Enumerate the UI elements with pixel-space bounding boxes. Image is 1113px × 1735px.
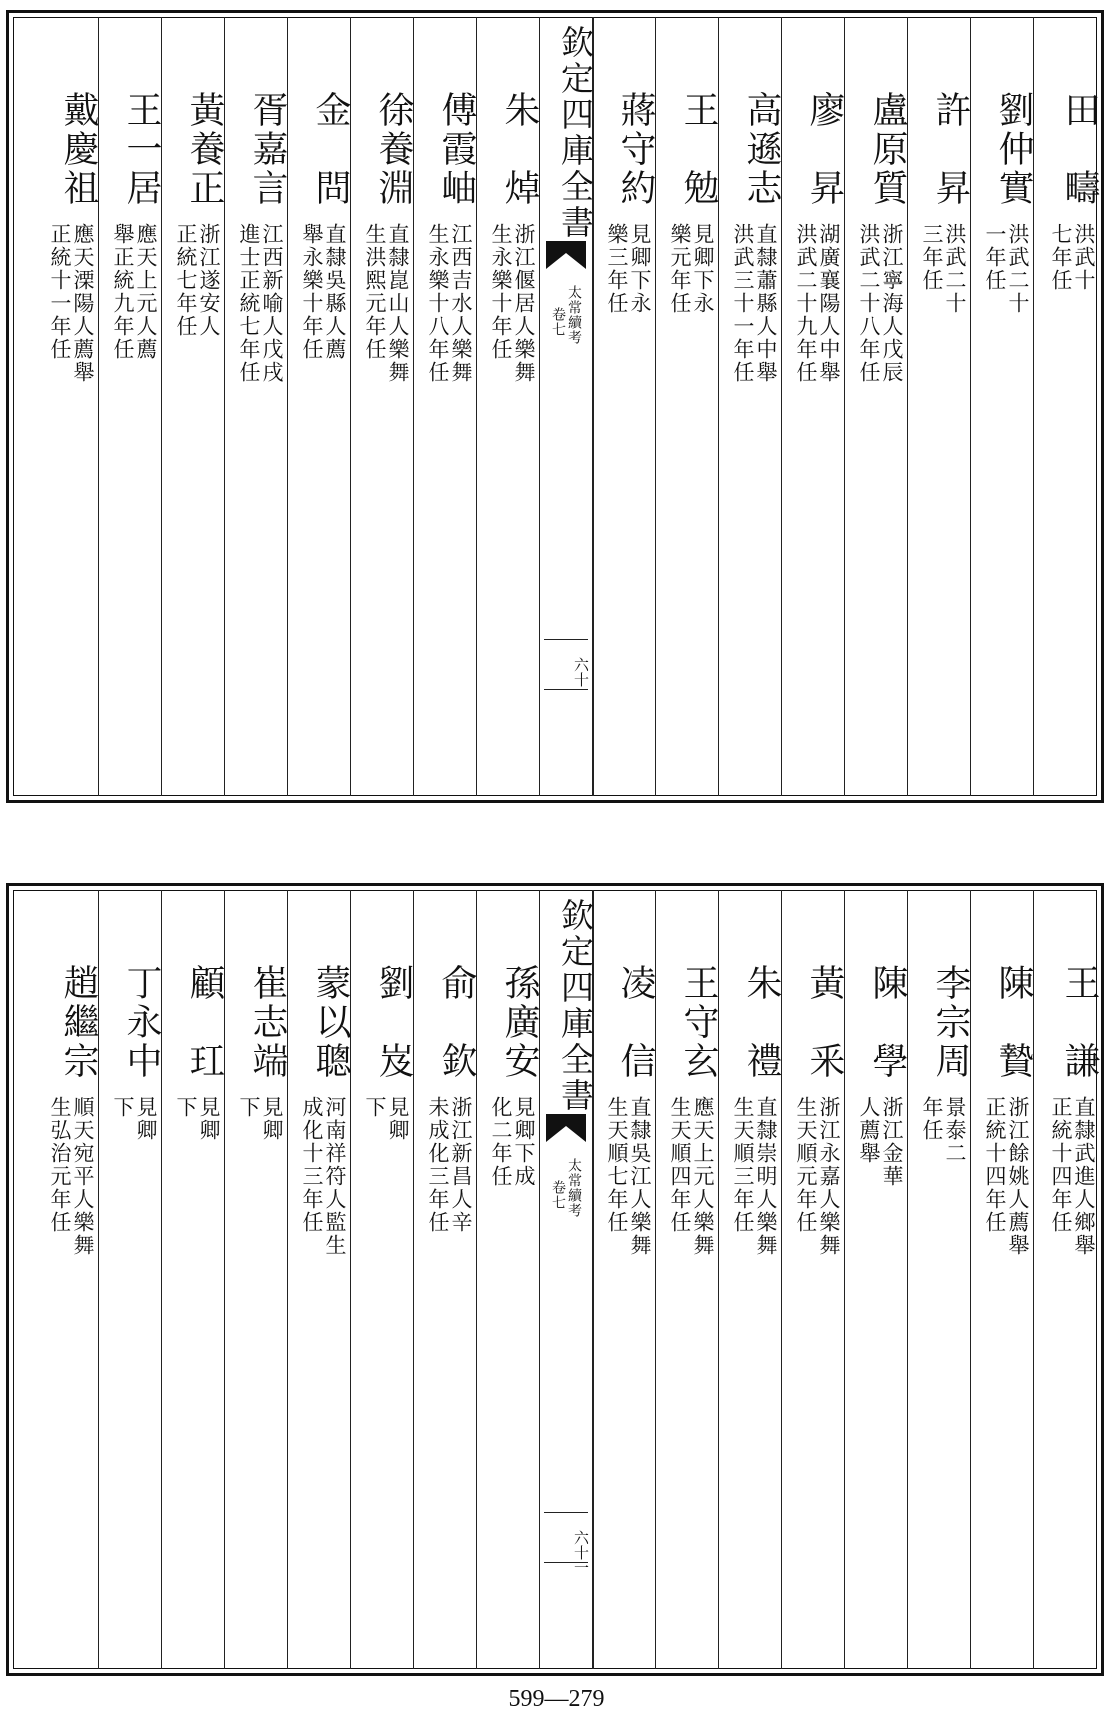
entry-notes	[732, 223, 777, 384]
entry-notes	[364, 223, 409, 384]
note-line: 直隸崇明人樂舞	[754, 1096, 778, 1257]
note-line: 三年任	[919, 223, 944, 292]
entry-column	[970, 17, 1033, 796]
entry-notes	[1050, 1096, 1095, 1257]
person-name: 王守玄	[678, 964, 719, 1081]
entry-column	[907, 17, 970, 796]
note-line: 下	[236, 1096, 261, 1119]
entry-column	[907, 890, 970, 1669]
note-line: 正統十四年任	[982, 1096, 1007, 1234]
entry-notes	[921, 1096, 966, 1165]
note-line: 未成化三年任	[425, 1096, 450, 1234]
note-line: 直隸蕭縣人中舉	[754, 223, 778, 384]
entry-notes	[175, 223, 220, 338]
person-name: 盧原質	[867, 91, 908, 208]
note-line: 見卿下永	[691, 223, 715, 315]
person-name: 朱 焯	[499, 91, 540, 208]
entry-notes	[301, 223, 346, 361]
person-name: 廖 昇	[804, 91, 845, 208]
note-line: 見卿	[386, 1096, 410, 1142]
note-line: 年任	[919, 1096, 944, 1142]
entry-column	[287, 890, 350, 1669]
note-line: 正統七年任	[173, 223, 198, 338]
entry-notes	[238, 1096, 283, 1142]
note-line: 河南祥符人監生	[323, 1096, 347, 1257]
person-name: 王 謙	[1059, 964, 1100, 1081]
note-line: 樂元年任	[667, 223, 692, 315]
entry-notes	[669, 223, 714, 315]
person-name: 田 疇	[1059, 91, 1100, 208]
note-line: 順天宛平人樂舞	[71, 1096, 95, 1257]
person-name: 崔志端	[247, 964, 288, 1081]
note-line: 下	[173, 1096, 198, 1119]
note-line: 下	[110, 1096, 135, 1119]
entry-column	[17, 17, 98, 796]
entry-column	[1033, 17, 1099, 796]
person-name: 李宗周	[930, 964, 971, 1081]
person-name: 王一居	[121, 91, 162, 208]
person-name: 許 昇	[930, 91, 971, 208]
entry-notes	[175, 1096, 220, 1142]
note-line: 一年任	[982, 223, 1007, 292]
note-line: 生弘治元年任	[47, 1096, 72, 1234]
note-line: 江西新喻人戊戌	[260, 223, 284, 384]
entry-column	[781, 890, 844, 1669]
note-line: 進士正統七年任	[236, 223, 261, 384]
note-line: 樂三年任	[604, 223, 629, 315]
note-line: 化二年任	[488, 1096, 513, 1188]
entry-column	[844, 17, 907, 796]
person-name: 陳 學	[867, 964, 908, 1081]
person-name: 王 勉	[678, 91, 719, 208]
entry-notes	[301, 1096, 346, 1257]
note-line: 見卿下永	[628, 223, 652, 315]
person-name: 黃養正	[184, 91, 225, 208]
person-name: 孫廣安	[499, 964, 540, 1081]
note-line: 應天溧陽人薦舉	[71, 223, 95, 384]
entry-notes	[238, 223, 283, 384]
divider	[544, 1562, 588, 1563]
entry-column	[781, 17, 844, 796]
entry-column	[413, 17, 476, 796]
page-top	[6, 10, 1104, 803]
note-line: 直隸武進人鄉舉	[1072, 1096, 1096, 1257]
note-line: 江西吉水人樂舞	[449, 223, 473, 384]
note-line: 見卿	[134, 1096, 158, 1142]
person-name: 丁永中	[121, 964, 162, 1081]
note-line: 浙江金華	[880, 1096, 904, 1188]
person-name: 胥嘉言	[247, 91, 288, 208]
entry-column	[224, 17, 287, 796]
divider	[544, 689, 588, 690]
entry-column	[224, 890, 287, 1669]
note-line: 生永樂十年任	[488, 223, 513, 361]
note-line: 洪武二十	[1006, 223, 1030, 315]
note-line: 生天順元年任	[793, 1096, 818, 1234]
note-line: 成化十三年任	[299, 1096, 324, 1234]
center-strip	[539, 890, 593, 1669]
note-line: 生天順三年任	[730, 1096, 755, 1234]
note-line: 浙江新昌人辛	[449, 1096, 473, 1234]
divider	[544, 639, 588, 640]
folio-number: 六十	[572, 657, 590, 687]
note-line: 舉正統九年任	[110, 223, 135, 361]
person-name: 俞 欽	[436, 964, 477, 1081]
entry-notes	[921, 223, 966, 315]
juan-label: 卷七	[550, 307, 566, 337]
note-line: 浙江偃居人樂舞	[512, 223, 536, 384]
person-name: 顧 玒	[184, 964, 225, 1081]
note-line: 直隸吳江人樂舞	[628, 1096, 652, 1257]
note-line: 舉永樂十年任	[299, 223, 324, 361]
book-title: 欽定四庫全書	[556, 25, 595, 241]
center-strip	[539, 17, 593, 796]
person-name: 劉仲實	[993, 91, 1034, 208]
person-name: 劉 岌	[373, 964, 414, 1081]
entry-column	[718, 890, 781, 1669]
book-subtitle: 太常續考	[566, 1158, 582, 1218]
entry-column	[476, 890, 539, 1669]
entry-notes	[984, 1096, 1029, 1257]
person-name: 高遜志	[741, 91, 782, 208]
note-line: 見卿下成	[512, 1096, 536, 1188]
note-line: 下	[362, 1096, 387, 1119]
entry-column	[844, 890, 907, 1669]
entry-column	[970, 890, 1033, 1669]
note-line: 見卿	[260, 1096, 284, 1142]
entry-notes	[364, 1096, 409, 1142]
note-line: 洪武二十	[943, 223, 967, 315]
entry-column	[593, 17, 655, 796]
note-line: 洪武三十一年任	[730, 223, 755, 384]
note-line: 七年任	[1048, 223, 1073, 292]
fishtail-mark	[546, 1114, 586, 1142]
note-line: 洪武二十八年任	[856, 223, 881, 384]
entry-notes	[112, 1096, 157, 1142]
person-name: 黃 釆	[804, 964, 845, 1081]
entry-column	[593, 890, 655, 1669]
entry-column	[287, 17, 350, 796]
person-name: 徐養淵	[373, 91, 414, 208]
note-line: 湖廣襄陽人中舉	[817, 223, 841, 384]
entry-column	[350, 890, 413, 1669]
entry-column	[350, 17, 413, 796]
entry-notes	[669, 1096, 714, 1257]
note-line: 正統十四年任	[1048, 1096, 1073, 1234]
entry-column	[1033, 890, 1099, 1669]
entry-column	[476, 17, 539, 796]
note-line: 洪武二十九年任	[793, 223, 818, 384]
note-line: 人薦舉	[856, 1096, 881, 1165]
entry-column	[413, 890, 476, 1669]
note-line: 正統十一年任	[47, 223, 72, 361]
note-line: 應天上元人薦	[134, 223, 158, 361]
entry-notes	[427, 1096, 472, 1234]
note-line: 直隸崑山人樂舞	[386, 223, 410, 384]
entry-column	[98, 890, 161, 1669]
note-line: 生洪熙元年任	[362, 223, 387, 361]
note-line: 生天順七年任	[604, 1096, 629, 1234]
entry-notes	[490, 223, 535, 384]
entry-column	[17, 890, 98, 1669]
entry-notes	[427, 223, 472, 384]
note-line: 浙江遂安人	[197, 223, 221, 338]
entry-notes	[795, 1096, 840, 1257]
person-name: 趙繼宗	[58, 964, 99, 1081]
person-name: 凌 信	[615, 964, 656, 1081]
book-subtitle: 太常續考	[566, 285, 582, 345]
person-name: 蒙以聰	[310, 964, 351, 1081]
fishtail-mark	[546, 241, 586, 269]
folio-number: 六十一	[572, 1530, 590, 1575]
note-line: 景泰二	[943, 1096, 967, 1165]
note-line: 浙江永嘉人樂舞	[817, 1096, 841, 1257]
entry-notes	[49, 223, 94, 384]
person-name: 傅霞岫	[436, 91, 477, 208]
person-name: 陳 贄	[993, 964, 1034, 1081]
entry-column	[161, 17, 224, 796]
entry-notes	[606, 1096, 651, 1257]
note-line: 見卿	[197, 1096, 221, 1142]
entry-notes	[732, 1096, 777, 1257]
person-name: 蔣守約	[615, 91, 656, 208]
entry-notes	[490, 1096, 535, 1188]
person-name: 金 問	[310, 91, 351, 208]
note-line: 生永樂十八年任	[425, 223, 450, 384]
entry-column	[718, 17, 781, 796]
entry-notes	[858, 1096, 903, 1188]
entry-column	[655, 17, 718, 796]
entry-column	[98, 17, 161, 796]
note-line: 浙江餘姚人薦舉	[1006, 1096, 1030, 1257]
entry-notes	[984, 223, 1029, 315]
book-title: 欽定四庫全書	[556, 898, 595, 1114]
note-line: 浙江寧海人戊辰	[880, 223, 904, 384]
note-line: 生天順四年任	[667, 1096, 692, 1234]
juan-label: 卷七	[550, 1180, 566, 1210]
person-name: 朱 禮	[741, 964, 782, 1081]
note-line: 直隸吳縣人薦	[323, 223, 347, 361]
note-line: 應天上元人樂舞	[691, 1096, 715, 1257]
entry-notes	[112, 223, 157, 361]
page-footer-number: 599—279	[508, 1686, 605, 1712]
entry-column	[655, 890, 718, 1669]
entry-notes	[49, 1096, 94, 1257]
entry-notes	[795, 223, 840, 384]
divider	[544, 1512, 588, 1513]
entry-notes	[1050, 223, 1095, 292]
entry-notes	[858, 223, 903, 384]
note-line: 洪武十	[1072, 223, 1096, 292]
entry-column	[161, 890, 224, 1669]
entry-notes	[606, 223, 651, 315]
page-bottom	[6, 883, 1104, 1676]
person-name: 戴慶祖	[58, 91, 99, 208]
